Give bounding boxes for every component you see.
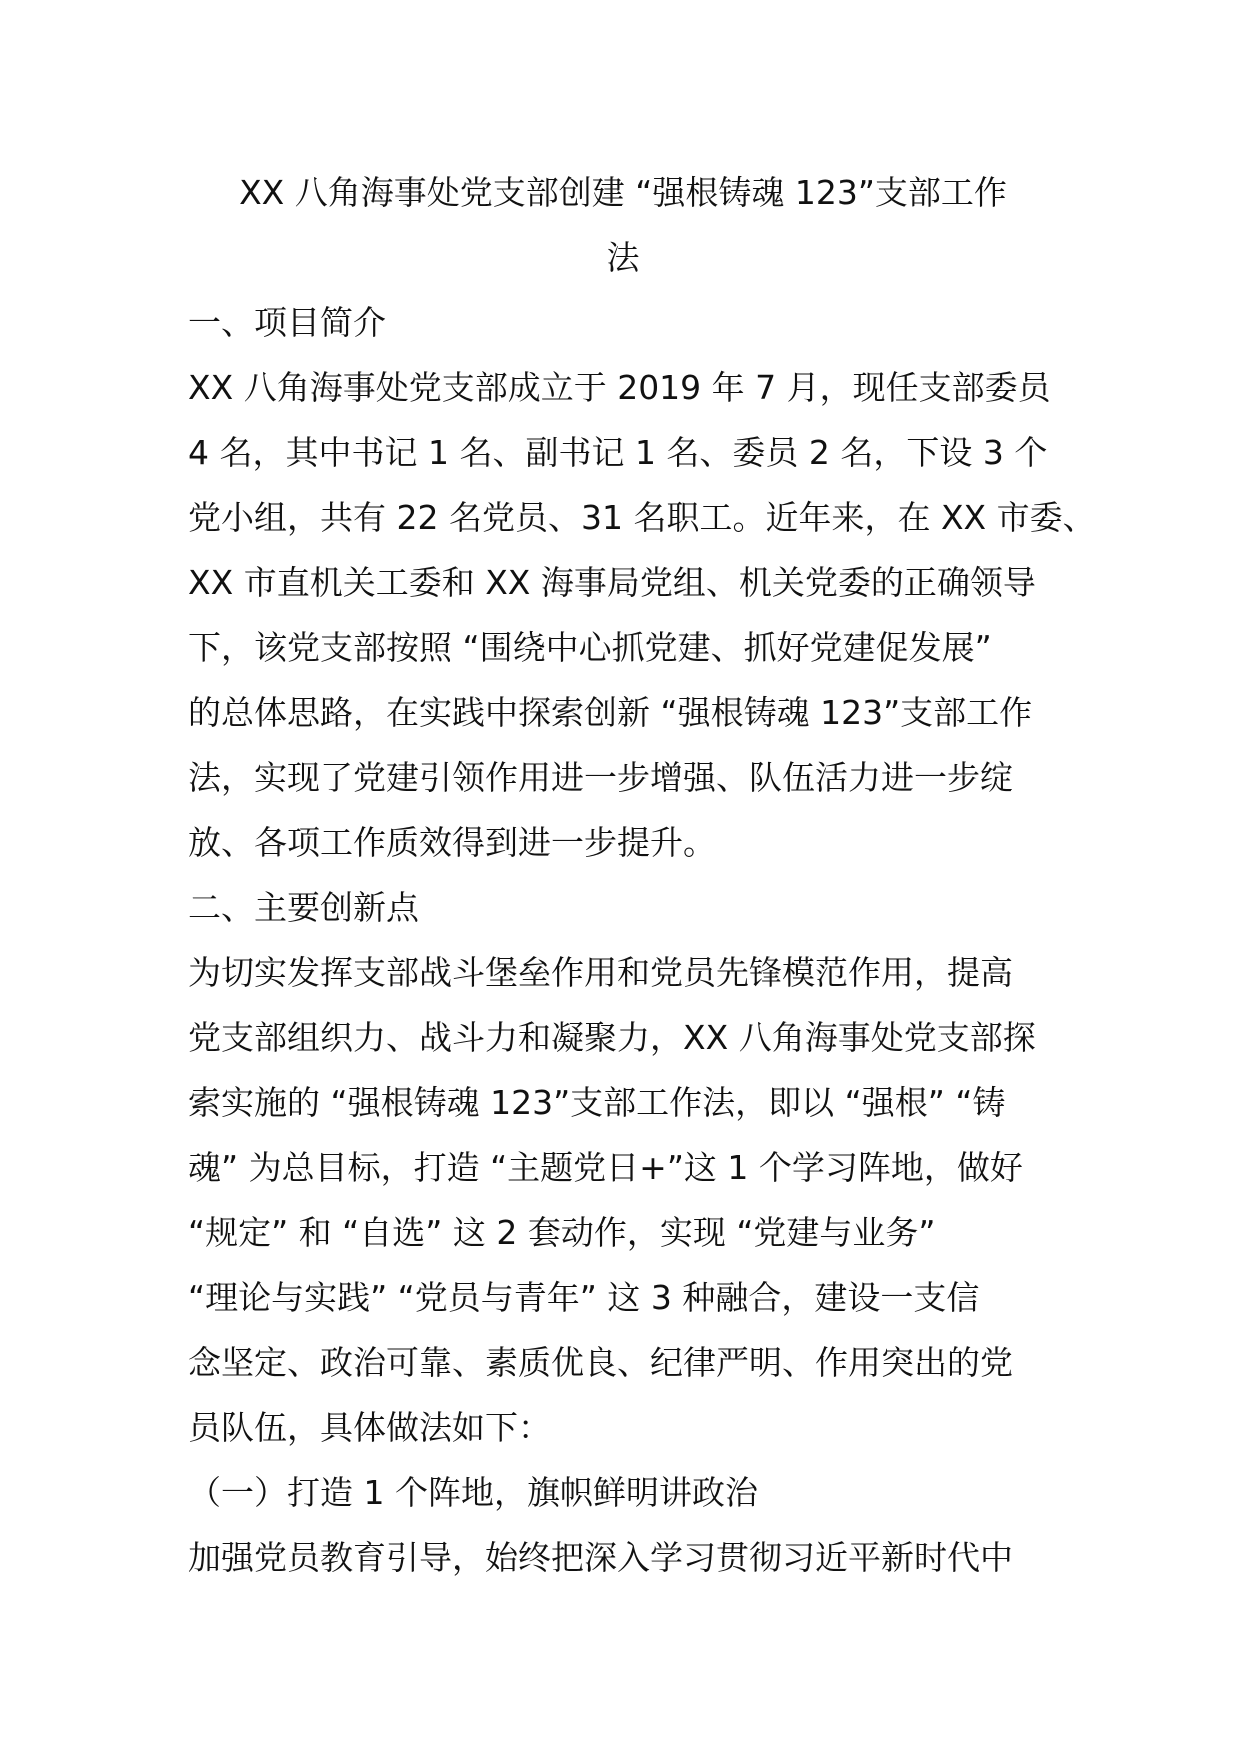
text-line: “规定” 和 “自选” 这 2 套动作，实现 “党建与业务”	[188, 1213, 936, 1252]
text-line: 4 名，其中书记 1 名、副书记 1 名、委员 2 名，下设 3 个	[188, 433, 1048, 472]
text-line: 法，实现了党建引领作用进一步增强、队伍活力进一步绽	[188, 758, 1013, 797]
subsection-heading-1: （一）打造 1 个阵地，旗帜鲜明讲政治	[188, 1473, 758, 1512]
text-line: 下，该党支部按照 “围绕中心抓党建、抓好党建促发展”	[188, 628, 992, 667]
text-line: 为切实发挥支部战斗堡垒作用和党员先锋模范作用，提高	[188, 953, 1013, 992]
text-line: “理论与实践” “党员与青年” 这 3 种融合，建设一支信	[188, 1278, 980, 1317]
text-line: 念坚定、政治可靠、素质优良、纪律严明、作用突出的党	[188, 1343, 1013, 1382]
paragraph-subsection-1	[188, 1525, 1058, 1590]
text-line: 放、各项工作质效得到进一步提升。	[188, 823, 716, 862]
text-line: XX 市直机关工委和 XX 海事局党组、机关党委的正确领导	[188, 563, 1036, 602]
document-page	[188, 160, 1096, 1590]
paragraph-innovation	[188, 940, 1058, 1460]
section-heading-innovation: 二、主要创新点	[188, 888, 419, 927]
paragraph-intro	[188, 355, 1096, 875]
title-line-2: 法	[606, 238, 640, 277]
text-line: 索实施的 “强根铸魂 123”支部工作法，即以 “强根” “铸	[188, 1083, 1006, 1122]
text-line: 党小组，共有 22 名党员、31 名职工。近年来，在 XX 市委、	[188, 498, 1096, 537]
title-line-1: XX 八角海事处党支部创建 “强根铸魂 123”支部工作	[239, 173, 1007, 212]
text-line: 的总体思路，在实践中探索创新 “强根铸魂 123”支部工作	[188, 693, 1033, 732]
section-heading-intro: 一、项目简介	[188, 303, 386, 342]
text-line: 加强党员教育引导，始终把深入学习贯彻习近平新时代中	[188, 1538, 1013, 1577]
text-line: 党支部组织力、战斗力和凝聚力，XX 八角海事处党支部探	[188, 1018, 1036, 1057]
text-line: 魂” 为总目标，打造 “主题党日+”这 1 个学习阵地，做好	[188, 1148, 1023, 1187]
document-title	[188, 160, 1058, 290]
text-line: XX 八角海事处党支部成立于 2019 年 7 月，现任支部委员	[188, 368, 1051, 407]
text-line: 员队伍，具体做法如下：	[188, 1408, 551, 1447]
